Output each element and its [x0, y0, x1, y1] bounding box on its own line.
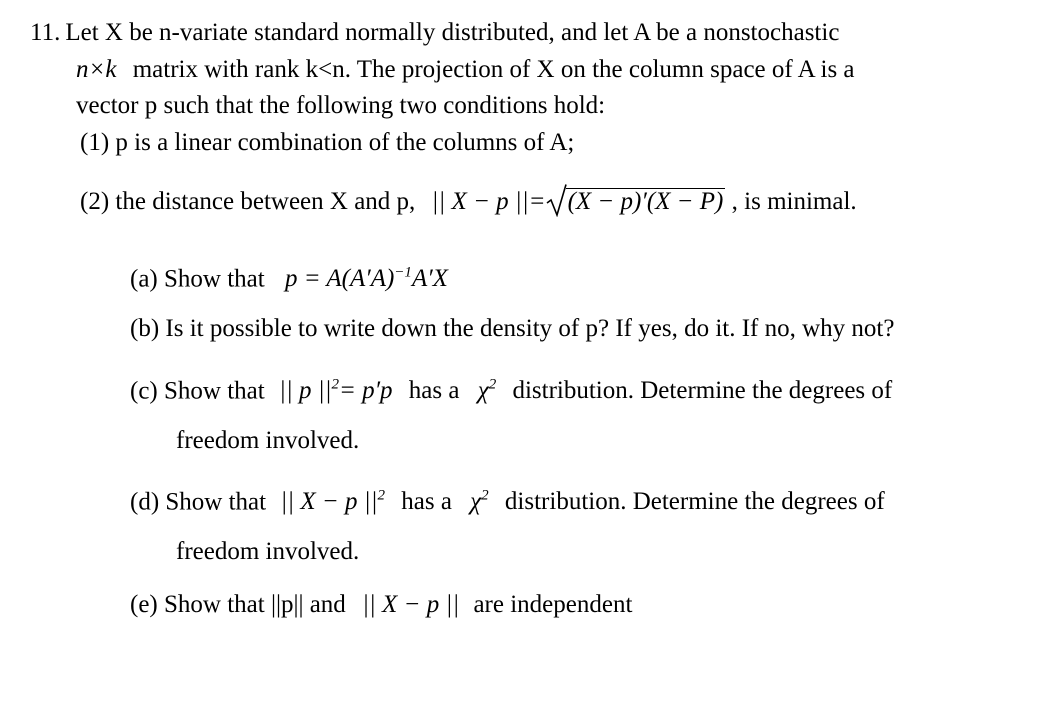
part-d-text-2: freedom involved. — [176, 538, 360, 565]
problem-intro-line-3 — [76, 91, 605, 121]
part-d-chi: χ — [470, 488, 482, 516]
part-c-norm: || p || — [278, 377, 332, 405]
part-e-formula: || X − p || — [362, 591, 460, 618]
part-c-norm-exponent: 2 — [331, 377, 339, 393]
part-c — [130, 370, 892, 406]
part-c-label: (c) Show that — [130, 377, 265, 405]
part-c-text: distribution. Determine the degrees of — [512, 377, 893, 405]
part-a — [130, 258, 448, 294]
part-a-formula-main: p = A(A′A) — [284, 265, 395, 293]
problem-number: 11. — [30, 19, 61, 46]
part-c-formula — [279, 377, 393, 404]
part-c-formula-rest: = p′p — [338, 377, 393, 405]
condition-1-text: (1) p is a linear combination of the columns of A; — [80, 129, 575, 156]
intro-text-1: Let X be n-variate standard normally distributed, and let A be a nonstochastic — [65, 19, 840, 46]
part-c-text-2: freedom involved. — [176, 427, 360, 454]
part-e-text: are independent — [473, 591, 633, 618]
intro-text-2: matrix with rank k<n. The projection of X on the column space of A is a — [132, 56, 855, 83]
part-d-chi-exponent: 2 — [481, 488, 489, 504]
condition-2 — [80, 187, 857, 217]
part-b-text: (b) Is it possible to write down the density of p? If yes, do it. If no, why not? — [130, 315, 895, 342]
part-a-formula-exponent: −1 — [394, 265, 412, 281]
part-b — [130, 314, 894, 344]
part-c-continued — [176, 426, 359, 456]
part-d-norm: || X − p || — [280, 488, 378, 516]
part-d-chi-square — [470, 488, 489, 515]
part-d-norm-exponent: 2 — [377, 488, 385, 504]
part-c-chi: χ — [477, 377, 489, 405]
part-a-label: (a) Show that — [130, 265, 265, 293]
part-d-has-a: has a — [401, 488, 452, 516]
problem-intro-line-2 — [76, 55, 855, 85]
part-d-text: distribution. Determine the degrees of — [504, 488, 885, 516]
part-c-chi-square — [478, 377, 497, 404]
part-d-formula — [280, 488, 385, 515]
part-e-label: (e) Show that ||p|| and — [130, 591, 346, 618]
distance-norm-math: || X − p ||= — [431, 188, 546, 215]
part-c-has-a: has a — [408, 377, 460, 405]
part-d-continued — [176, 537, 359, 567]
condition-2-suffix: , is minimal. — [731, 188, 857, 215]
sqrt-body: (X − p)′(X − P) — [567, 188, 724, 215]
sqrt-sign-icon — [546, 183, 568, 217]
part-d — [130, 481, 885, 517]
part-a-formula-tail: A′X — [411, 265, 448, 293]
condition-1 — [80, 128, 574, 158]
intro-text-3: vector p such that the following two conditions hold: — [76, 92, 606, 119]
part-e — [130, 590, 632, 620]
problem-intro-line-1 — [30, 18, 839, 48]
part-a-formula — [285, 265, 448, 292]
matrix-dimension-math: n×k — [76, 56, 117, 83]
condition-2-prefix: (2) the distance between X and p, — [80, 188, 416, 215]
part-c-chi-exponent: 2 — [488, 377, 497, 393]
part-d-label: (d) Show that — [130, 488, 267, 516]
sqrt-expression — [546, 187, 726, 217]
